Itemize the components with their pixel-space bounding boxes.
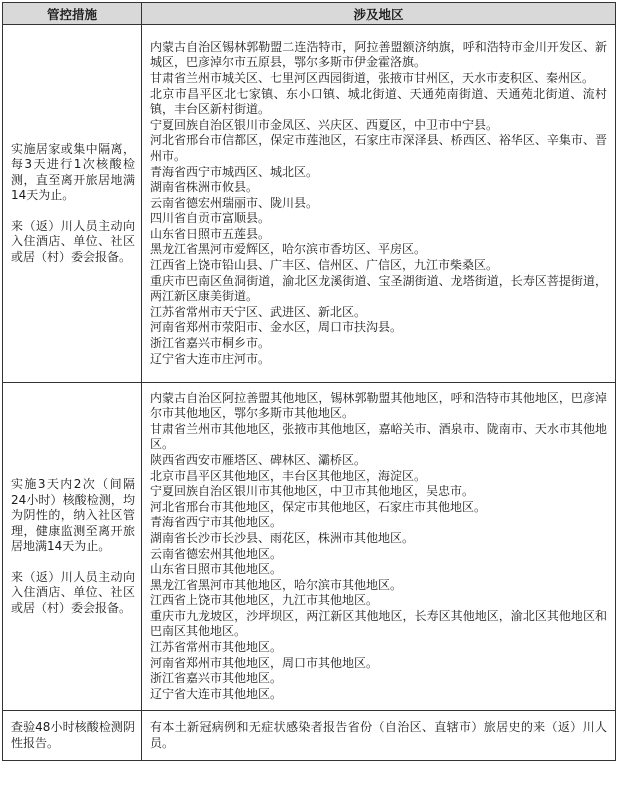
table-row: [3, 25, 616, 383]
region-item: 辽宁省大连市庄河市。: [150, 351, 271, 366]
region-item: 四川省自贡市富顺县。: [150, 211, 271, 226]
region-item: 江苏省常州市其他地区。: [150, 640, 283, 655]
measure-text: 查验48小时核酸检测阴性报告。: [11, 720, 135, 750]
header-measure: 管控措施: [3, 3, 142, 25]
region-item: 陕西省西安市雁塔区、碑林区、灞桥区。: [150, 452, 367, 467]
region-item: 北京市昌平区北七家镇、东小口镇、城北街道、天通苑南街道、天通苑北街道、流村镇，丰台区新村街道。: [150, 86, 607, 117]
measure-cell: [3, 711, 142, 761]
region-item: 北京市昌平区其他地区，丰台区其他地区，海淀区。: [150, 468, 427, 483]
region-item: 内蒙古自治区阿拉善盟其他地区，锡林郭勒盟其他地区，呼和浩特市其他地区，巴彦淖尔市其他地区，鄂尔多斯市其他地区。: [150, 390, 607, 421]
region-item: 河北省邢台市信都区，保定市莲池区，石家庄市深泽县、桥西区、裕华区、辛集市、晋州市。: [150, 133, 607, 163]
measure-text: 来（返）川人员主动向入住酒店、单位、社区或居（村）委会报备。: [11, 569, 135, 615]
region-item: 宁夏回族自治区银川市金凤区、兴庆区、西夏区，中卫市中宁县。: [150, 117, 499, 132]
region-item: 重庆市九龙坡区，沙坪坝区，两江新区其他地区，长寿区其他地区，渝北区其他地区和巴南区其他地区。: [150, 608, 607, 639]
region-item: 辽宁省大连市其他地区。: [150, 686, 283, 701]
table-row: [3, 711, 616, 761]
regions-cell: [142, 711, 616, 761]
measure-text: 实施3天内2次（间隔24小时）核酸检测，均为阴性的，纳入社区管理，健康监测至离开旅居地满14天为止。: [11, 477, 135, 553]
region-item: 甘肃省兰州市城关区、七里河区西园街道，张掖市甘州区，天水市麦积区、秦州区。: [150, 70, 595, 85]
region-item: 云南省德宏州瑞丽市、陇川县。: [150, 195, 319, 210]
region-item: 有本土新冠病例和无症状感染者报告省份（自治区、直辖市）旅居史的来（返）川人员。: [150, 719, 607, 750]
measure-text: 实施居家或集中隔离，每3天进行1次核酸检测，直至离开旅居地满14天为止。: [11, 141, 135, 203]
region-item: 云南省德宏州其他地区。: [150, 546, 283, 561]
region-item: 河南省郑州市荥阳市、金水区，周口市扶沟县。: [150, 320, 403, 335]
region-item: 湖南省长沙市长沙县、雨花区，株洲市其他地区。: [150, 530, 415, 545]
region-item: 江苏省常州市天宁区、武进区、新北区。: [150, 304, 367, 319]
region-item: 河南省郑州市其他地区，周口市其他地区。: [150, 655, 379, 670]
regions-cell: [142, 25, 616, 383]
measure-cell: [3, 25, 142, 383]
region-item: 江西省上饶市铅山县、广丰区、信州区、广信区，九江市柴桑区。: [150, 258, 499, 273]
region-item: 黑龙江省黑河市爱辉区，哈尔滨市香坊区、平房区。: [150, 242, 427, 257]
table-header-row: [3, 3, 616, 25]
measure-cell: [3, 383, 142, 711]
measure-text: 来（返）川人员主动向入住酒店、单位、社区或居（村）委会报备。: [11, 218, 135, 264]
regions-cell: [142, 383, 616, 711]
table-row: [3, 383, 616, 711]
region-item: 山东省日照市其他地区。: [150, 562, 283, 577]
region-item: 重庆市巴南区鱼洞街道，渝北区龙溪街道、宝圣湖街道、龙塔街道，长寿区菩提街道，两江新区康美街道。: [150, 273, 607, 304]
region-item: 宁夏回族自治区银川市其他地区，中卫市其他地区，吴忠市。: [150, 484, 475, 499]
region-item: 内蒙古自治区锡林郭勒盟二连浩特市，阿拉善盟额济纳旗，呼和浩特市金川开发区、新城区，巴彦淖尔市五原县，鄂尔多斯市伊金霍洛旗。: [150, 39, 607, 70]
region-item: 江西省上饶市其他地区，九江市其他地区。: [150, 593, 379, 608]
region-item: 青海省西宁市城西区、城北区。: [150, 164, 319, 179]
region-item: 青海省西宁市其他地区。: [150, 515, 283, 530]
region-item: 河北省邢台市其他地区，保定市其他地区，石家庄市其他地区。: [150, 499, 487, 514]
control-measures-table: [2, 2, 616, 761]
region-item: 浙江省嘉兴市其他地区。: [150, 671, 283, 686]
header-regions: 涉及地区: [142, 3, 616, 25]
region-item: 黑龙江省黑河市其他地区，哈尔滨市其他地区。: [150, 577, 403, 592]
region-item: 山东省日照市五莲县。: [150, 226, 271, 241]
region-item: 浙江省嘉兴市桐乡市。: [150, 336, 271, 351]
region-item: 甘肃省兰州市其他地区，张掖市其他地区，嘉峪关市、酒泉市、陇南市、天水市其他地区。: [150, 421, 607, 452]
region-item: 湖南省株洲市攸县。: [150, 180, 259, 195]
